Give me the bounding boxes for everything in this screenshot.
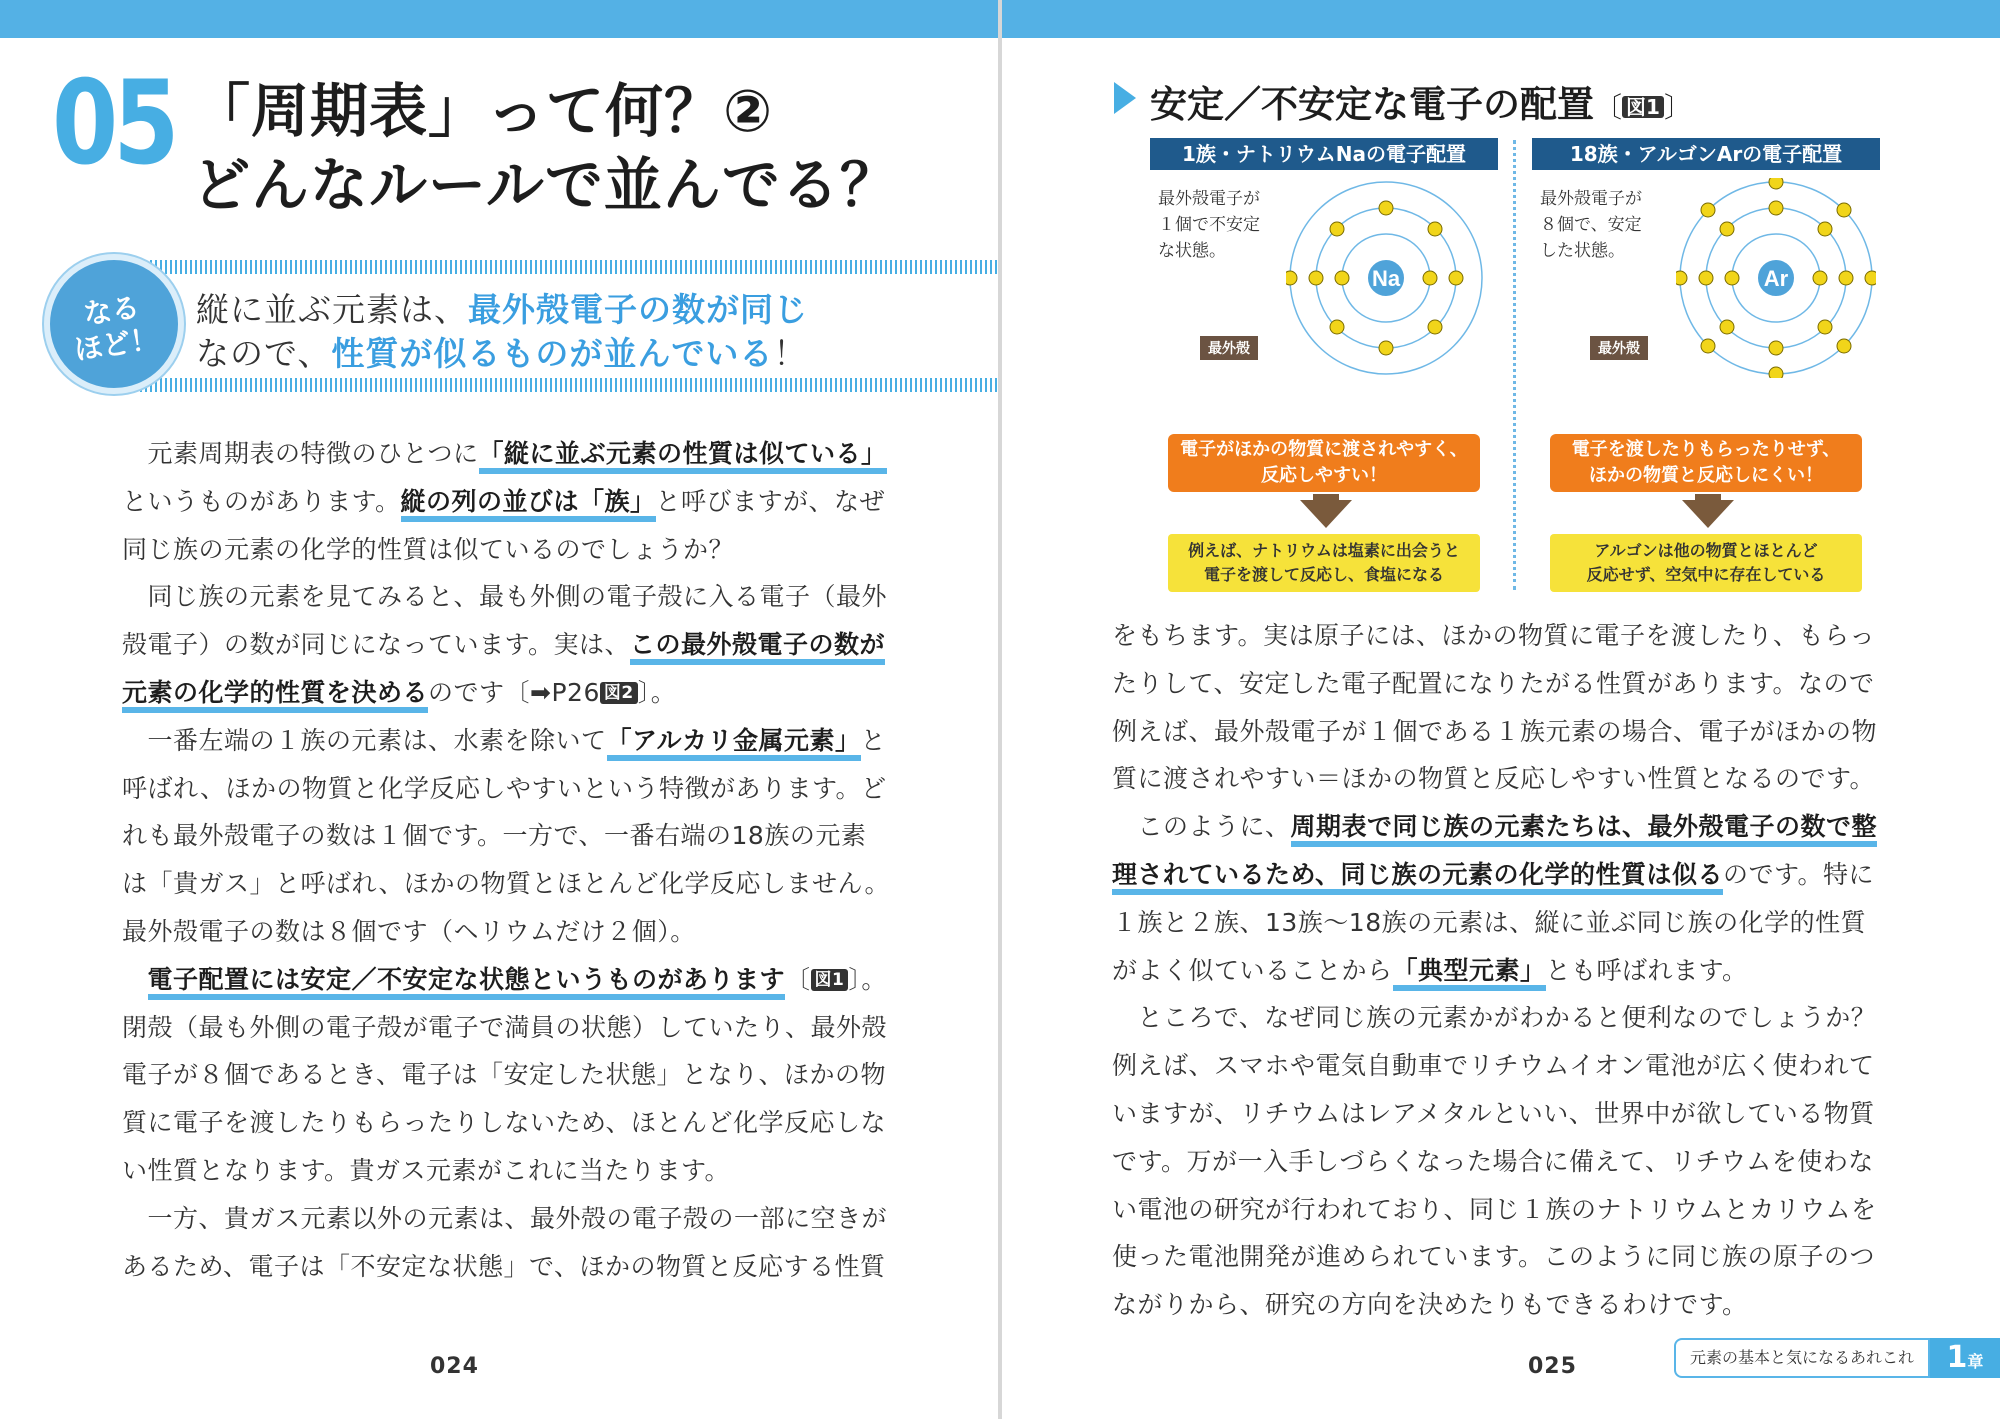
text-line: 一方、貴ガス元素以外の元素は、最外殻の電子殻の一部に空きが bbox=[147, 1203, 888, 1233]
section-number: 05 bbox=[52, 56, 175, 191]
top-color-bar-right bbox=[1002, 0, 2000, 38]
page-number-left: 024 bbox=[430, 1354, 479, 1379]
text-line: 使った電池開発が進められています。このように同じ族の原子のつ bbox=[1112, 1242, 1876, 1272]
chapter-tab bbox=[1674, 1338, 2000, 1382]
figure-divider bbox=[1513, 140, 1516, 590]
electron bbox=[1309, 271, 1323, 285]
electron bbox=[1449, 271, 1463, 285]
text-line: い性質となります。貴ガス元素がこれに当たります。 bbox=[122, 1155, 731, 1185]
naruhodo-hatch-top bbox=[100, 260, 998, 274]
text-line: 理されているため、同じ族の元素の化学的性質は似るのです。特に bbox=[1112, 851, 1877, 899]
electron bbox=[1818, 222, 1832, 236]
text-line: たりして、安定した電子配置になりたがる性質があります。なので bbox=[1112, 668, 1875, 698]
naruhodo-badge bbox=[44, 254, 184, 394]
text-line: 質に渡されやすい＝ほかの物質と反応しやすい性質となるのです。 bbox=[1112, 764, 1876, 794]
naruhodo-hatch-bottom bbox=[100, 378, 998, 392]
text-line: 元素周期表の特徴のひとつに「縦に並ぶ元素の性質は似ている」 bbox=[122, 430, 890, 478]
reactivity-callout: 電子を渡したりもらったりせず、 ほかの物質と反応しにくい！ bbox=[1550, 434, 1862, 492]
outer-electron bbox=[1837, 203, 1851, 217]
page-number-right: 025 bbox=[1528, 1354, 1577, 1379]
electron bbox=[1699, 271, 1713, 285]
text-line: 電子が８個であるとき、電子は「安定した状態」となり、ほかの物 bbox=[122, 1060, 887, 1090]
text-line: ところで、なぜ同じ族の元素かがわかると便利なのでしょうか？ bbox=[1137, 1003, 1877, 1033]
text-line: れも最外殻電子の数は１個です。一方で、一番右端の18族の元素 bbox=[122, 821, 867, 851]
title-line-1: 「周期表」って何？② bbox=[192, 77, 774, 145]
electron bbox=[1330, 222, 1344, 236]
title-line-2: どんなルールで並んでる？ bbox=[192, 151, 899, 219]
example-callout: アルゴンは他の物質とほとんど 反応せず、空気中に存在している bbox=[1550, 534, 1862, 592]
chapter-number: 1章 bbox=[1930, 1338, 2000, 1378]
sodium-atom-diagram bbox=[1286, 178, 1486, 378]
text-line: 元素の化学的性質を決めるのです〔➡P26 図2 〕。 bbox=[122, 669, 890, 717]
electron bbox=[1428, 222, 1442, 236]
electron bbox=[1379, 201, 1393, 215]
text-line: です。万が一入手しづらくなった場合に備えて、リチウムを使わな bbox=[1112, 1146, 1874, 1176]
outer-electron bbox=[1676, 271, 1687, 285]
electron bbox=[1839, 271, 1853, 285]
electron bbox=[1428, 320, 1442, 334]
naruhodo-line-2: なので、性質が似るものが並んでいる！ bbox=[196, 334, 808, 373]
panel-header: 1族・ナトリウムNaの電子配置 bbox=[1150, 138, 1498, 170]
text-line: 一番左端の１族の元素は、水素を除いて「アルカリ金属元素」と bbox=[122, 717, 890, 765]
reactivity-callout: 電子がほかの物質に渡されやすく、 反応しやすい！ bbox=[1168, 434, 1480, 492]
naruhodo-badge-line-1: なる bbox=[81, 290, 142, 331]
panel-header: 18族・アルゴンArの電子配置 bbox=[1532, 138, 1880, 170]
electron bbox=[1818, 320, 1832, 334]
text-line: 同じ族の元素の化学的性質は似ているのでしょうか？ bbox=[122, 534, 735, 564]
text-line: というものがあります。縦の列の並びは「族」と呼びますが、なぜ bbox=[122, 478, 890, 526]
figure-panel-argon bbox=[1532, 138, 1880, 598]
text-line: 電子配置には安定／不安定な状態というものがあります〔 図1 〕。 bbox=[122, 956, 890, 1004]
electron bbox=[1720, 320, 1734, 334]
figure-panel-sodium bbox=[1150, 138, 1498, 598]
outer-electron bbox=[1837, 339, 1851, 353]
electron bbox=[1769, 341, 1783, 355]
outer-electron bbox=[1701, 339, 1715, 353]
text-line: このように、周期表で同じ族の元素たちは、最外殻電子の数で整 bbox=[1112, 803, 1877, 851]
outer-electron bbox=[1769, 367, 1783, 378]
text-line: 殻電子）の数が同じになっています。実は、この最外殻電子の数が bbox=[122, 621, 890, 669]
left-page bbox=[0, 38, 998, 1419]
outer-electron bbox=[1769, 178, 1783, 189]
outer-electron bbox=[1286, 271, 1297, 285]
outer-electron bbox=[1865, 271, 1876, 285]
top-color-bar-left bbox=[0, 0, 998, 38]
text-line: 例えば、最外殻電子が１個である１族元素の場合、電子がほかの物 bbox=[1112, 716, 1878, 746]
electron bbox=[1330, 320, 1344, 334]
text-line: いますが、リチウムはレアメタルといい、世界中が欲している物質 bbox=[1112, 1098, 1875, 1128]
play-triangle-icon bbox=[1114, 82, 1136, 114]
figure-ref: 図1 bbox=[1622, 96, 1664, 118]
text-line: をもちます。実は原子には、ほかの物質に電子を渡したり、もらっ bbox=[1112, 621, 1876, 650]
text-line: は「貴ガス」と呼ばれ、ほかの物質とほとんど化学反応しません。 bbox=[122, 869, 891, 899]
text-line: 呼ばれ、ほかの物質と化学反応しやすいという特徴があります。ど bbox=[122, 773, 887, 803]
electron bbox=[1335, 271, 1349, 285]
right-body-text bbox=[1112, 612, 1877, 1329]
electron bbox=[1720, 222, 1734, 236]
down-arrow-icon bbox=[1682, 500, 1734, 528]
chapter-label: 元素の基本と気になるあれこれ bbox=[1674, 1338, 1930, 1378]
example-callout: 例えば、ナトリウムは塩素に出会うと 電子を渡して反応し、食塩になる bbox=[1168, 534, 1480, 592]
outer-electron bbox=[1701, 203, 1715, 217]
text-line: １族と２族、13族～18族の元素は、縦に並ぶ同じ族の化学的性質 bbox=[1112, 907, 1867, 937]
text-line: 閉殻（最も外側の電子殻が電子で満員の状態）していたり、最外殻 bbox=[122, 1012, 888, 1042]
electron bbox=[1769, 201, 1783, 215]
naruhodo-badge-line-2: ほど！ bbox=[72, 322, 161, 367]
down-arrow-icon bbox=[1300, 500, 1352, 528]
text-line: 質に電子を渡したりもらったりしないため、ほとんど化学反応しな bbox=[122, 1108, 887, 1138]
text-line: 同じ族の元素を見てみると、最も外側の電子殻に入る電子（最外 bbox=[147, 582, 888, 612]
electron bbox=[1813, 271, 1827, 285]
element-symbol: Ar bbox=[1763, 266, 1789, 291]
element-symbol: Na bbox=[1371, 266, 1401, 291]
panel-note: 最外殻電子が １個で不安定 な状態。 bbox=[1158, 189, 1260, 261]
right-page bbox=[1002, 38, 2000, 1419]
panel-note: 最外殻電子が ８個で、安定 した状態。 bbox=[1540, 189, 1642, 261]
text-line: 最外殻電子の数は８個です（ヘリウムだけ２個）。 bbox=[122, 916, 696, 946]
text-line: がよく似ていることから「典型元素」とも呼ばれます。 bbox=[1112, 947, 1877, 995]
left-body-text bbox=[122, 430, 890, 1290]
text-line: ながりから、研究の方向を決めたりもできるわけです。 bbox=[1112, 1290, 1748, 1320]
text-line: い電池の研究が行われており、同じ１族のナトリウムとカリウムを bbox=[1112, 1194, 1877, 1224]
text-line: 例えば、スマホや電気自動車でリチウムイオン電池が広く使われて bbox=[1112, 1051, 1875, 1081]
outer-shell-tag: 最外殻 bbox=[1590, 336, 1648, 360]
text-line: あるため、電子は「不安定な状態」で、ほかの物質と反応する性質 bbox=[122, 1251, 886, 1281]
electron bbox=[1423, 271, 1437, 285]
figure-title: 安定／不安定な電子の配置〔 図1 〕 bbox=[1150, 83, 1692, 126]
argon-atom-diagram bbox=[1676, 178, 1876, 378]
electron bbox=[1379, 341, 1393, 355]
naruhodo-line-1: 縦に並ぶ元素は、最外殻電子の数が同じ bbox=[196, 290, 808, 329]
electron bbox=[1725, 271, 1739, 285]
outer-shell-tag: 最外殻 bbox=[1200, 336, 1258, 360]
page-title bbox=[192, 74, 899, 222]
